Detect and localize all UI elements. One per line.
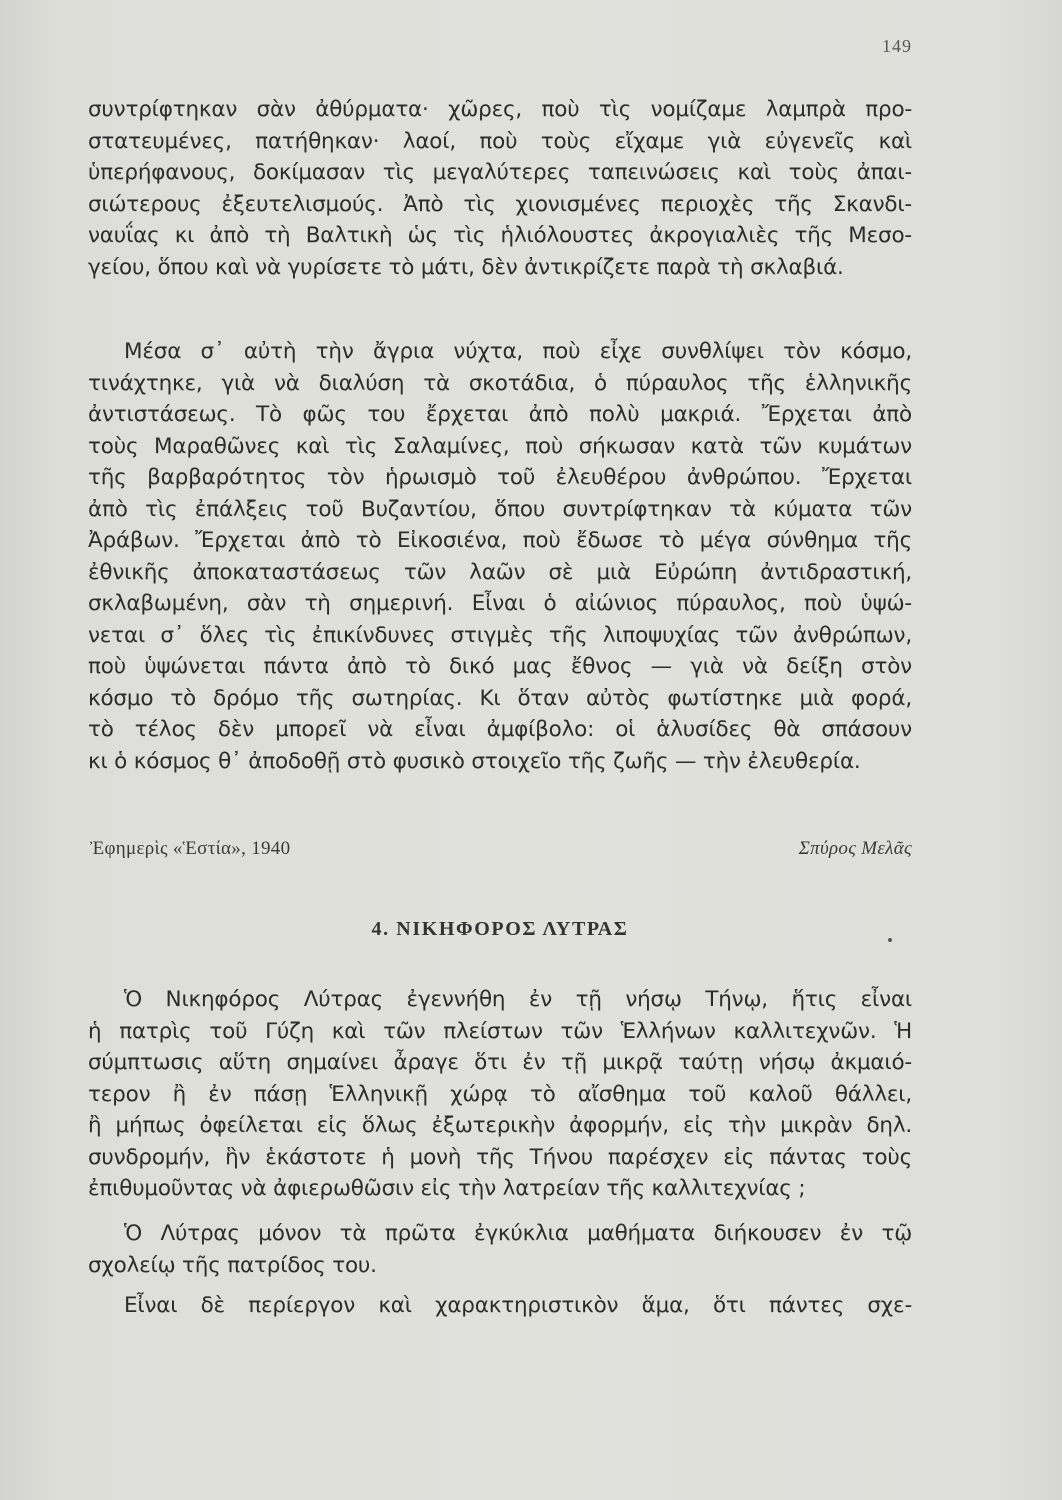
text-line: κόσμο τὸ δρόμο τῆς σωτηρίας. Κι ὅταν αὐτὸς φωτίστηκε μιὰ φορά, xyxy=(88,685,912,711)
section-heading: 4. ΝΙΚΗΦΟΡΟΣ ΛΥΤΡΑΣ xyxy=(371,918,629,940)
text-line: συντρίφτηκαν σὰν ἀθύρματα· χῶρες, ποὺ τὶς νομίζαμε λαμπρὰ προ- xyxy=(88,97,912,122)
text-line: ἀντιστάσεως. Τὸ φῶς του ἔρχεται ἀπὸ πολὺ μακριά. Ἔρχεται ἀπὸ xyxy=(88,402,912,427)
page-number: 149 xyxy=(882,36,912,56)
text-line: ἡ πατρὶς τοῦ Γύζη καὶ τῶν πλείστων τῶν Ἑλλήνων καλλιτεχνῶν. Ἡ xyxy=(88,1018,912,1044)
paragraph-lytras-birth xyxy=(88,984,912,1205)
source-publication: Ἐφημερὶς «Ἑστία», 1940 xyxy=(90,838,291,859)
text-line: ὑπερήφανους, δοκίμασαν τὶς μεγαλύτερες ταπεινώσεις καὶ τοὺς ἀπαι- xyxy=(88,160,912,185)
text-line: σύμπτωσις αὕτη σημαίνει ἆραγε ὅτι ἐν τῇ μικρᾷ ταύτῃ νήσῳ ἀκμαιό- xyxy=(88,1050,912,1075)
text-line: τῆς βαρβαρότητος τὸν ἡρωισμὸ τοῦ ἐλευθέρου ἀνθρώπου. Ἔρχεται xyxy=(88,465,912,490)
text-line: σιώτερους ἐξευτελισμούς. Ἀπὸ τὶς χιονισμένες περιοχὲς τῆς Σκανδι- xyxy=(88,191,912,217)
paragraph-lytras-note xyxy=(88,1290,912,1322)
text-line: κι ὁ κόσμος θ᾽ ἀποδοθῇ στὸ φυσικὸ στοιχεῖο τῆς ζωῆς — τὴν ἐλευθερία. xyxy=(88,748,861,774)
text-line: τοὺς Μαραθῶνες καὶ τὶς Σαλαμίνες, ποὺ σήκωσαν κατὰ τῶν κυμάτων xyxy=(88,433,912,459)
source-author: Σπύρος Μελᾶς xyxy=(798,838,912,859)
paragraph-lytras-school xyxy=(88,1218,912,1281)
print-mark xyxy=(888,938,892,942)
text-line: Ἀράβων. Ἔρχεται ἀπὸ τὸ Εἰκοσιένα, ποὺ ἔδωσε τὸ μέγα σύνθημα τῆς xyxy=(88,528,912,553)
text-line: σκλαβωμένη, σὰν τὴ σημερινή. Εἶναι ὁ αἰώνιος πύραυλος, ποὺ ὑψώ- xyxy=(88,591,912,616)
text-line: Εἶναι δὲ περίεργον καὶ χαρακτηριστικὸν ἅμα, ὅτι πάντες σχε- xyxy=(124,1293,912,1318)
text-line: ἐθνικῆς ἀποκαταστάσεως τῶν λαῶν σὲ μιὰ Εὐρώπη ἀντιδραστική, xyxy=(88,559,912,585)
text-line: τινάχτηκε, γιὰ νὰ διαλύση τὰ σκοτάδια, ὁ πύραυλος τῆς ἑλληνικῆς xyxy=(88,370,912,396)
text-line: νεται σ᾽ ὅλες τὶς ἐπικίνδυνες στιγμὲς τῆς λιποψυχίας τῶν ἀνθρώπων, xyxy=(88,622,912,648)
text-line: τερον ἢ ἐν πάσῃ Ἑλληνικῇ χώρᾳ τὸ αἴσθημα τοῦ καλοῦ θάλλει, xyxy=(88,1081,912,1107)
text-line: Ὁ Λύτρας μόνον τὰ πρῶτα ἐγκύκλια μαθήματα διήκουσεν ἐν τῷ xyxy=(124,1221,912,1246)
text-line: ποὺ ὑψώνεται πάντα ἀπὸ τὸ δικό μας ἔθνος — γιὰ νὰ δείξη στὸν xyxy=(88,654,912,679)
text-line: τὸ τέλος δὲν μπορεῖ νὰ εἶναι ἀμφίβολο: οἱ ἁλυσίδες θὰ σπάσουν xyxy=(88,717,912,742)
text-line: ἐπιθυμοῦντας νὰ ἀφιερωθῶσιν εἰς τὴν λατρείαν τῆς καλλιτεχνίας ; xyxy=(88,1176,806,1201)
paragraph-resistance xyxy=(88,336,912,777)
text-line: γείου, ὅπου καὶ νὰ γυρίσετε τὸ μάτι, δὲν ἀντικρίζετε παρὰ τὴ σκλαβιά. xyxy=(88,254,844,280)
text-line: ναυΐας κι ἀπὸ τὴ Βαλτικὴ ὡς τὶς ἡλιόλουστες ἀκρογιαλιὲς τῆς Μεσο- xyxy=(88,223,912,248)
text-line: ἢ μήπως ὀφείλεται εἰς ὅλως ἐξωτερικὴν ἀφορμήν, εἰς τὴν μικρὰν δηλ. xyxy=(88,1113,912,1138)
paragraph-continuation xyxy=(88,94,912,283)
text-line: στατευμένες, πατήθηκαν· λαοί, ποὺ τοὺς εἴχαμε γιὰ εὐγενεῖς καὶ xyxy=(88,128,912,154)
text-line: συνδρομήν, ἣν ἑκάστοτε ἡ μονὴ τῆς Τήνου παρέσχεν εἰς πάντας τοὺς xyxy=(88,1144,912,1170)
text-line: σχολείῳ τῆς πατρίδος του. xyxy=(88,1252,377,1278)
text-line: Μέσα σ᾽ αὐτὴ τὴν ἄγρια νύχτα, ποὺ εἶχε συνθλίψει τὸν κόσμο, xyxy=(124,339,912,364)
text-line: Ὁ Νικηφόρος Λύτρας ἐγεννήθη ἐν τῇ νήσῳ Τήνῳ, ἥτις εἶναι xyxy=(124,987,912,1012)
text-line: ἀπὸ τὶς ἐπάλξεις τοῦ Βυζαντίου, ὅπου συντρίφτηκαν τὰ κύματα τῶν xyxy=(88,496,912,522)
